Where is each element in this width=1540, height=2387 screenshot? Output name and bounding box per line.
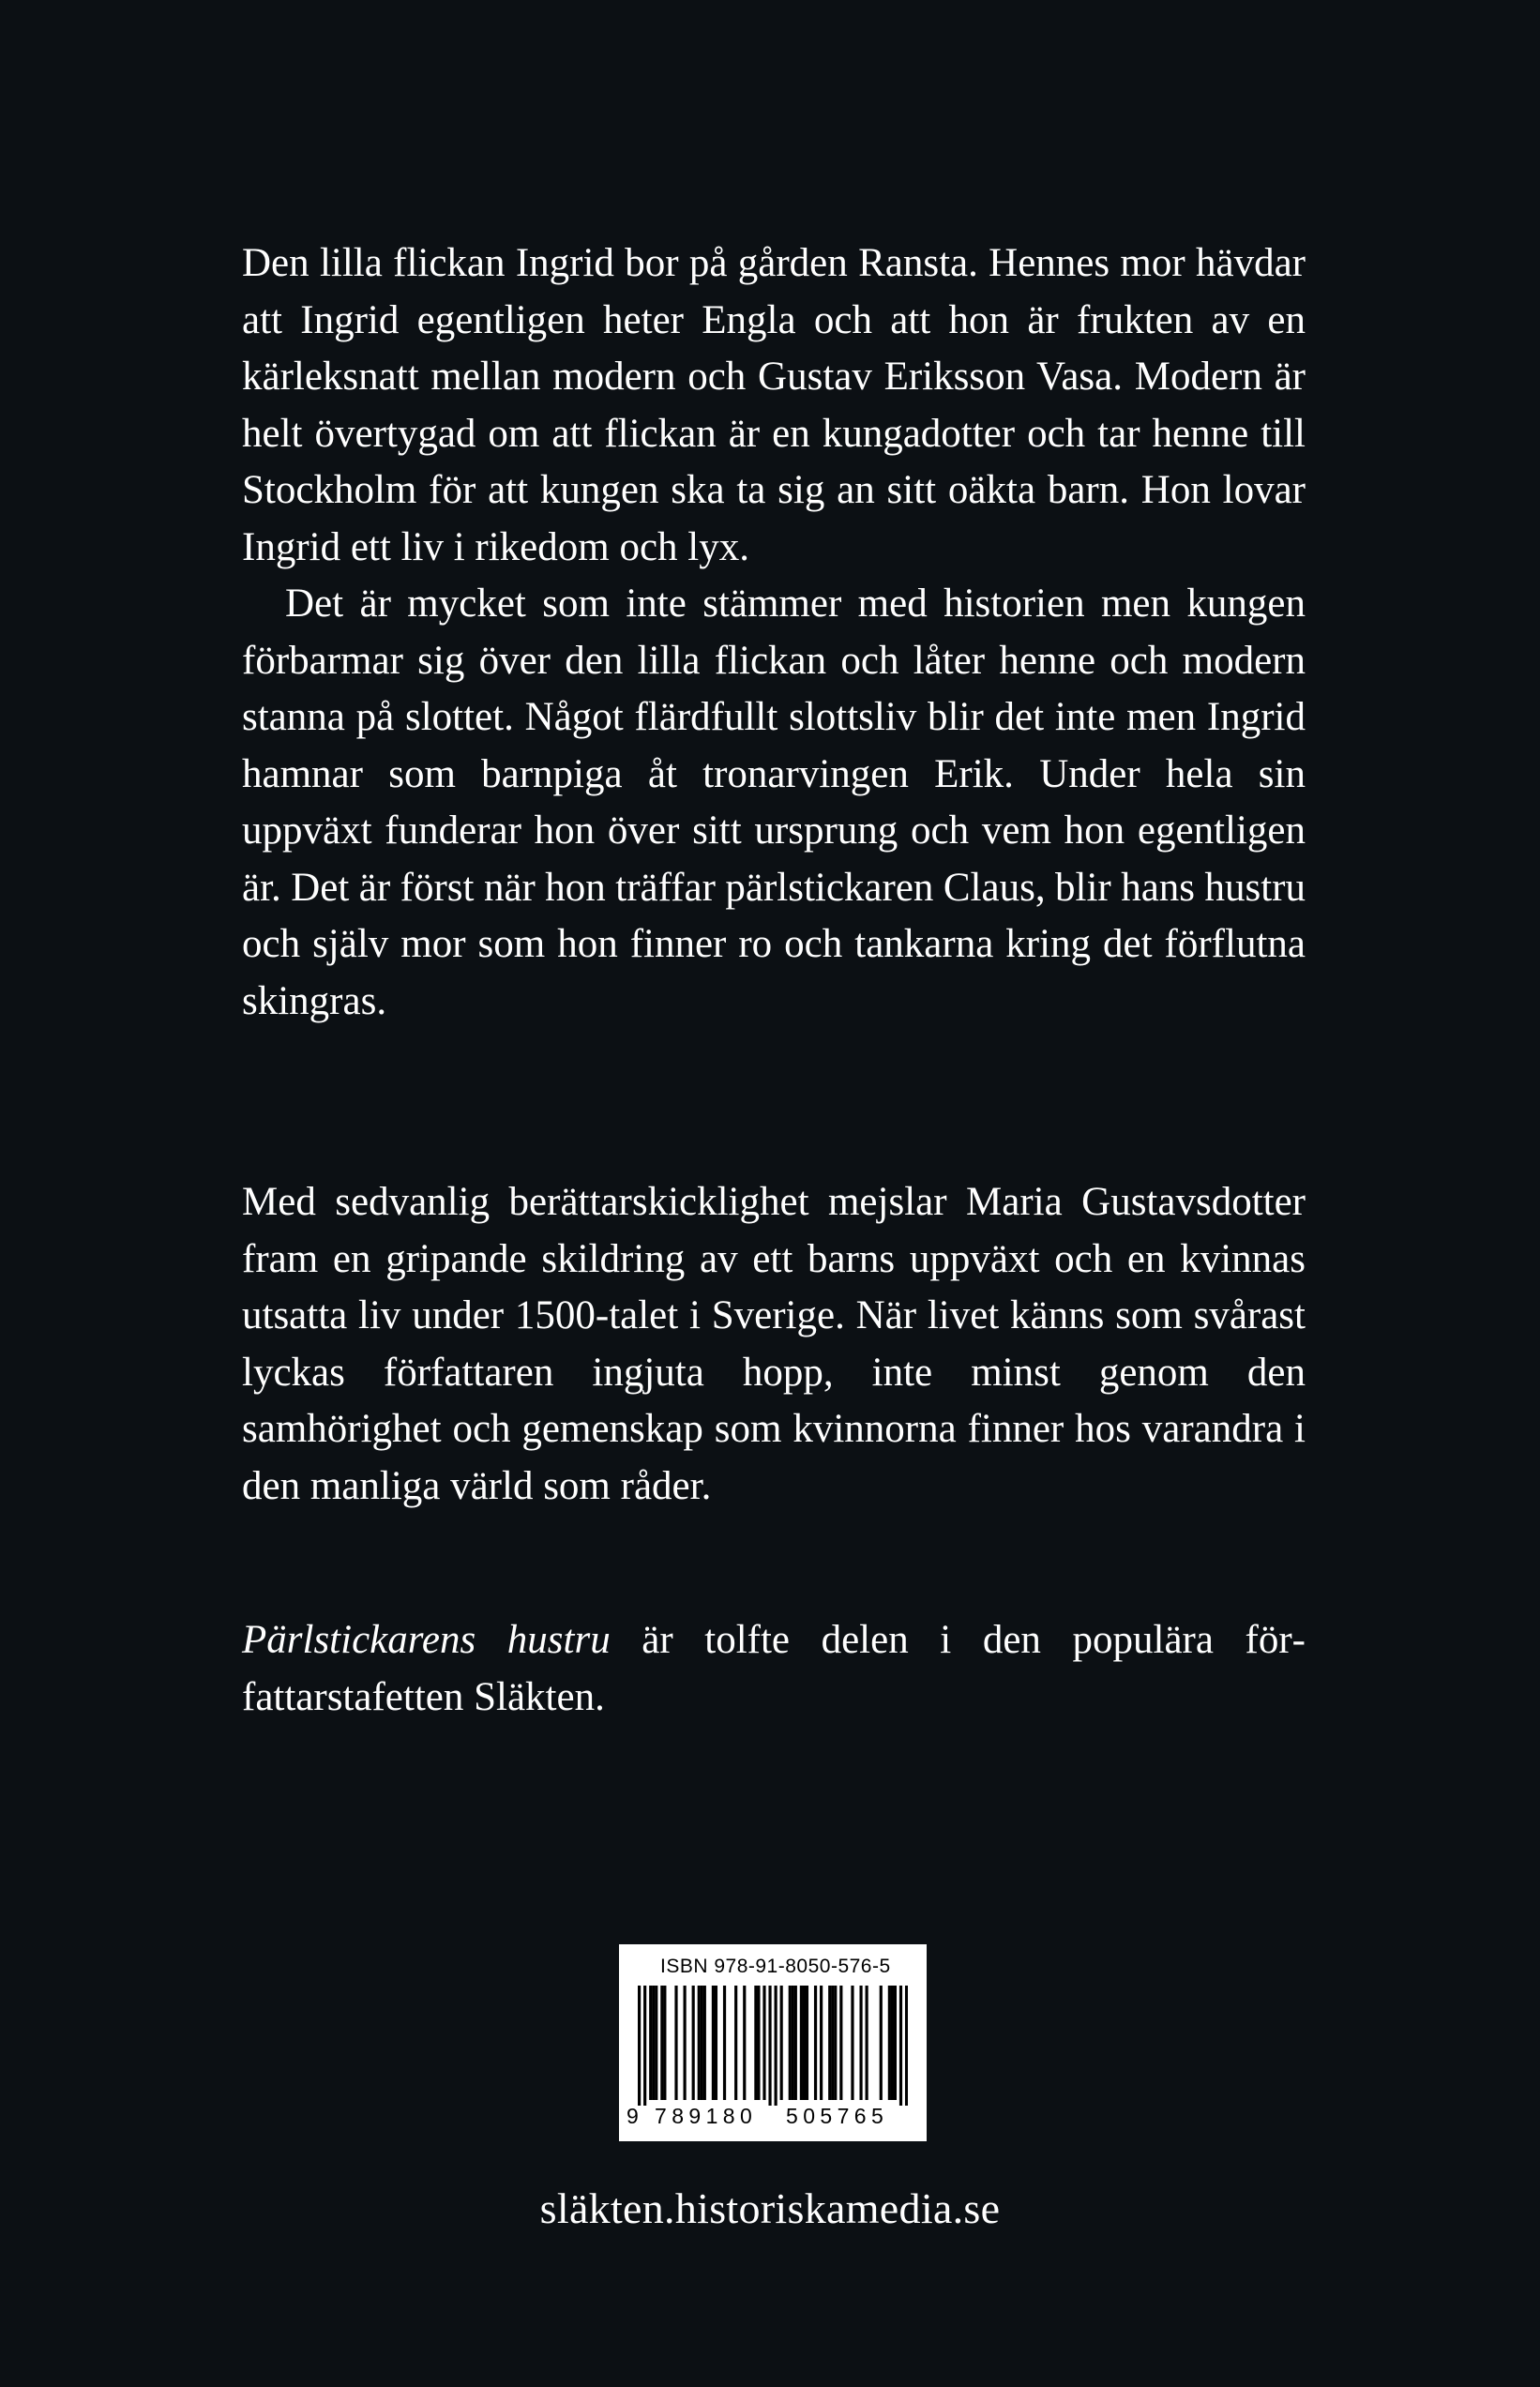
barcode-right-digits: 505765 bbox=[786, 2104, 889, 2128]
barcode-bar bbox=[888, 1986, 891, 2100]
barcode-bar bbox=[649, 1986, 652, 2100]
book-description bbox=[242, 235, 1306, 1030]
barcode-bar bbox=[794, 1986, 797, 2100]
barcode-bar bbox=[723, 1986, 726, 2100]
barcode-bar bbox=[734, 1986, 737, 2100]
review-paragraph: Med sedvanlig berättarskicklighet mejslar Maria Gustavsdotter fram en gripande skildring av ett barns uppväxt och en kvinnas utsatta liv under 1500-talet i Sverige. När livet känns som svårast lyckas författaren ingjuta hopp, inte minst genom den samhörighet och gemenskap som kvinnorna finner hos varandra i den manliga värld som råder. bbox=[242, 1180, 1306, 1508]
barcode-bar bbox=[762, 1986, 765, 2100]
barcode-bar bbox=[655, 1986, 657, 2100]
isbn-barcode bbox=[619, 1944, 927, 2141]
barcode-bar bbox=[880, 1986, 883, 2100]
barcode-bar bbox=[828, 1986, 831, 2100]
barcode-bar bbox=[712, 1986, 715, 2100]
barcode-bar bbox=[715, 1986, 717, 2100]
barcode-bar bbox=[851, 1986, 853, 2100]
barcode-bar bbox=[638, 1986, 641, 2106]
barcode-bar bbox=[703, 1986, 706, 2100]
barcode-digits bbox=[627, 2104, 908, 2132]
barcode-first-digit: 9 bbox=[627, 2104, 639, 2128]
series-text: är tolfte delen i den populära författarstafetten Släkten. bbox=[242, 1618, 1306, 1719]
barcode-bar bbox=[820, 1986, 823, 2100]
series-note bbox=[242, 1612, 1306, 1726]
website-url: släkten.historiskamedia.se bbox=[539, 2184, 1001, 2232]
barcode-left-digits: 789180 bbox=[655, 2104, 758, 2128]
description-paragraph-2: Det är mycket som inte stämmer med historien men kungen förbarmar sig över den lilla flickan och låter henne och modern stanna på slottet. Något flärdfullt slottsliv blir det inte men Ingrid hamnar som barnpiga åt tronarvingen Erik. Under hela sin uppväxt funderar hon över sitt ursprung och vem hon egentligen är. Det är först när hon träffar pärlstickaren Claus, blir hans hustru och själv mor som hon finner ro och tankarna kring det förflutna skingras. bbox=[242, 582, 1306, 1023]
barcode-bar bbox=[839, 1986, 842, 2100]
barcode-bar bbox=[652, 1986, 655, 2100]
description-paragraph-1: Den lilla flickan Ingrid bor på gården Ransta. Hennes mor hävdar att Ingrid egentligen heter Engla och att hon är frukten av en kärleksnatt mellan modern och Gustav Eriksson Vasa. Modern är helt övertygad om att flickan är en kungadotter och tar henne till Stockholm för att kungen ska ta sig an sitt oäkta barn. Hon lovar Ingrid ett liv i rikedom och lyx. bbox=[242, 241, 1306, 569]
barcode-bar bbox=[834, 1986, 837, 2100]
barcode-bar bbox=[899, 1986, 902, 2106]
barcode-bar bbox=[859, 1986, 862, 2100]
barcode-bar bbox=[701, 1986, 703, 2100]
series-paragraph bbox=[242, 1612, 1306, 1726]
barcode-bar bbox=[800, 1986, 803, 2100]
barcode-bar bbox=[663, 1986, 666, 2100]
barcode-bar bbox=[692, 1986, 695, 2100]
barcode-bar bbox=[743, 1986, 746, 2100]
barcode-bar bbox=[780, 1986, 783, 2100]
barcode-bar bbox=[643, 1986, 646, 2106]
barcode-bar bbox=[754, 1986, 757, 2100]
barcode-bar bbox=[660, 1986, 663, 2100]
barcode-bar bbox=[814, 1986, 817, 2100]
barcode-bar bbox=[768, 1986, 771, 2106]
barcode-bar bbox=[674, 1986, 677, 2100]
barcode-bar bbox=[866, 1986, 868, 2100]
barcode-bar bbox=[803, 1986, 806, 2100]
barcode-bar bbox=[831, 1986, 834, 2100]
barcode-bar bbox=[905, 1986, 908, 2106]
barcode-bar bbox=[891, 1986, 894, 2100]
barcode-bar bbox=[698, 1986, 701, 2100]
barcode-bar bbox=[775, 1986, 778, 2106]
book-title: Pärlstickarens hustru bbox=[242, 1618, 611, 1662]
barcode-bar bbox=[789, 1986, 792, 2100]
barcode-bar bbox=[757, 1986, 760, 2100]
barcode-bar bbox=[806, 1986, 808, 2100]
barcode-bar bbox=[894, 1986, 897, 2100]
book-review bbox=[242, 1174, 1306, 1515]
barcode-bar bbox=[684, 1986, 687, 2100]
barcode-bar bbox=[792, 1986, 794, 2100]
isbn-number: ISBN 978-91-8050-576-5 bbox=[660, 1956, 891, 1977]
barcode-graphic bbox=[638, 1986, 908, 2106]
